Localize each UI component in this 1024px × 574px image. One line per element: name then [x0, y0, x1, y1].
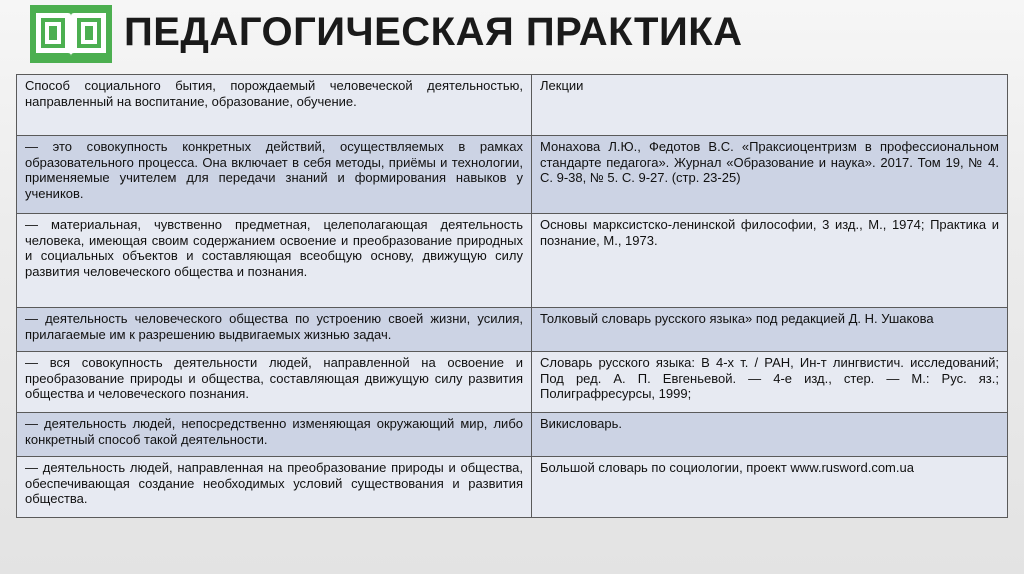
- source-cell: Словарь русского языка: В 4-х т. / РАН, Ин-т лингвистич. исследований; Под ред. А. П. Евгеньевой. — 4-е изд., стер. — М.: Рус. яз.; Полиграфресурсы, 1999;: [532, 352, 1008, 413]
- definition-cell: — вся совокупность деятельности людей, направленной на освоение и преобразование природы и общества, составляющая движущую силу развития общества и человеческого познания.: [17, 352, 532, 413]
- table-row: [17, 214, 1008, 308]
- source-cell: Лекции: [532, 75, 1008, 136]
- open-book-icon: [30, 5, 112, 63]
- table-row: [17, 75, 1008, 136]
- definition-cell: — деятельность людей, непосредственно изменяющая окружающий мир, либо конкретный способ такой деятельности.: [17, 413, 532, 457]
- definition-cell: — это совокупность конкретных действий, осуществляемых в рамках образовательного процесса. Она включает в себя методы, приёмы и технологии, применяемые учителем для передачи знаний и формирования навыков у учеников.: [17, 136, 532, 214]
- page-title: ПЕДАГОГИЧЕСКАЯ ПРАКТИКА: [124, 10, 743, 54]
- source-cell: Викисловарь.: [532, 413, 1008, 457]
- definition-cell: Способ социального бытия, порождаемый человеческой деятельностью, направленный на воспитание, образование, обучение.: [17, 75, 532, 136]
- definitions-table: [16, 74, 1008, 518]
- source-cell: Основы марксистско-ленинской философии, 3 изд., М., 1974; Практика и познание, М., 1973.: [532, 214, 1008, 308]
- definition-cell: — деятельность людей, направленная на преобразование природы и общества, обеспечивающая создание необходимых условий существования и развития общества.: [17, 457, 532, 518]
- table-row: [17, 308, 1008, 352]
- definition-cell: — деятельность человеческого общества по устроению своей жизни, усилия, прилагаемые им к разрешению выдвигаемых жизнью задач.: [17, 308, 532, 352]
- table-row: [17, 352, 1008, 413]
- source-cell: Толковый словарь русского языка» под редакцией Д. Н. Ушакова: [532, 308, 1008, 352]
- definition-cell: — материальная, чувственно предметная, целеполагающая деятельность человека, имеющая своим содержанием освоение и преобразование природных и социальных объектов и составляющая всеобщую основу, движущую силу развития человеческого общества и познания.: [17, 214, 532, 308]
- table-row: [17, 136, 1008, 214]
- table-row: [17, 457, 1008, 518]
- source-cell: Большой словарь по социологии, проект www.rusword.com.ua: [532, 457, 1008, 518]
- source-cell: Монахова Л.Ю., Федотов В.С. «Праксиоцентризм в профессиональном стандарте педагога». Журнал «Образование и наука». 2017. Том 19, № 4. С. 9-38, № 5. С. 9-27. (стр. 23-25): [532, 136, 1008, 214]
- table-row: [17, 413, 1008, 457]
- slide-header: [0, 0, 1024, 70]
